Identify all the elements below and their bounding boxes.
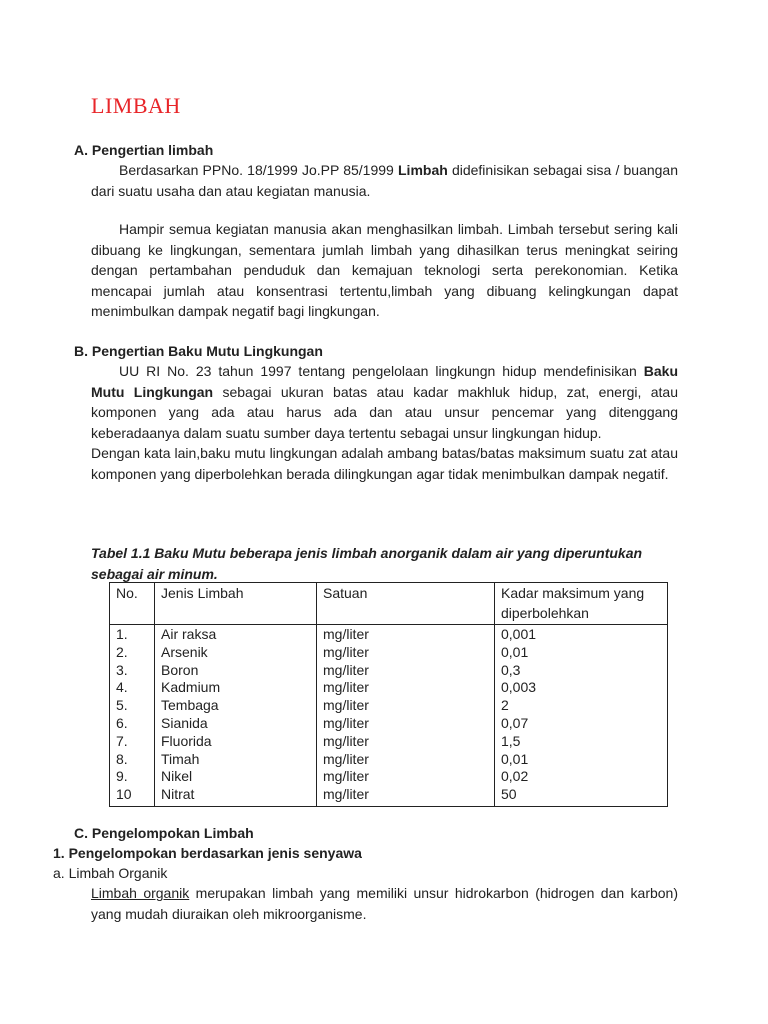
cell-no: 10 (110, 786, 155, 806)
cell-kadar: 0,02 (495, 768, 668, 786)
cell-kadar: 2 (495, 697, 668, 715)
header-no: No. (110, 583, 155, 625)
cell-satuan: mg/liter (317, 768, 495, 786)
cell-satuan: mg/liter (317, 786, 495, 806)
table-row (110, 768, 668, 786)
term-baku-mutu-lingkungan: Baku Mutu Lingkungan (91, 363, 678, 400)
cell-no: 6. (110, 715, 155, 733)
table-row (110, 679, 668, 697)
cell-jenis: Nitrat (155, 786, 317, 806)
cell-jenis: Tembaga (155, 697, 317, 715)
cell-no: 5. (110, 697, 155, 715)
section-c-p1-text: merupakan limbah yang memiliki unsur hidrokarbon (hidrogen dan karbon) yang mudah diuraikan oleh mikroorganisme. (91, 885, 678, 922)
cell-satuan: mg/liter (317, 679, 495, 697)
header-satuan: Satuan (317, 583, 495, 625)
section-c-body (91, 883, 678, 924)
cell-no: 2. (110, 644, 155, 662)
section-a-p1-text: Berdasarkan PPNo. 18/1999 Jo.PP 85/1999 (119, 162, 398, 178)
term-limbah: Limbah (398, 162, 448, 178)
cell-satuan: mg/liter (317, 733, 495, 751)
section-a-body (91, 160, 678, 201)
cell-jenis: Nikel (155, 768, 317, 786)
table-row (110, 733, 668, 751)
term-limbah-organik: Limbah organik (91, 885, 190, 901)
cell-kadar: 0,01 (495, 644, 668, 662)
header-jenis-limbah: Jenis Limbah (155, 583, 317, 625)
cell-jenis: Sianida (155, 715, 317, 733)
cell-kadar: 1,5 (495, 733, 668, 751)
baku-mutu-table (109, 582, 668, 807)
table-row (110, 697, 668, 715)
heading-section-a: A. Pengertian limbah (74, 142, 214, 158)
heading-section-b: B. Pengertian Baku Mutu Lingkungan (74, 343, 323, 359)
cell-jenis: Kadmium (155, 679, 317, 697)
document-title: LIMBAH (91, 93, 181, 118)
section-a-body-2 (91, 219, 678, 322)
table-row (110, 625, 668, 644)
cell-satuan: mg/liter (317, 697, 495, 715)
heading-subsection-1: 1. Pengelompokan berdasarkan jenis senyawa (53, 845, 362, 861)
section-b-paragraph-2: Dengan kata lain,baku mutu lingkungan adalah ambang batas/batas maksimum suatu zat atau komponen yang diperbolehkan berada dilingkungan agar tidak menimbulkan dampak negatif. (91, 445, 678, 482)
cell-kadar: 0,07 (495, 715, 668, 733)
cell-kadar: 50 (495, 786, 668, 806)
cell-no: 8. (110, 751, 155, 769)
cell-satuan: mg/liter (317, 625, 495, 644)
table-row (110, 644, 668, 662)
section-a-p1-text-end: didefinisikan sebagai sisa / buangan dari suatu usaha dan atau kegiatan manusia. (91, 162, 678, 199)
cell-kadar: 0,01 (495, 751, 668, 769)
section-a-paragraph-1 (91, 160, 678, 201)
cell-jenis: Air raksa (155, 625, 317, 644)
cell-no: 4. (110, 679, 155, 697)
cell-jenis: Timah (155, 751, 317, 769)
cell-no: 9. (110, 768, 155, 786)
section-b-p1-text: UU RI No. 23 tahun 1997 tentang pengelolaan lingkungn hidup mendefinisikan (119, 363, 644, 379)
cell-satuan: mg/liter (317, 715, 495, 733)
cell-kadar: 0,001 (495, 625, 668, 644)
cell-kadar: 0,003 (495, 679, 668, 697)
section-a-paragraph-2: Hampir semua kegiatan manusia akan menghasilkan limbah. Limbah tersebut sering kali dibuang ke lingkungan, sementara jumlah limbah yang dihasilkan terus meningkat seiring dengan pertambahan penduduk dan kemajuan teknologi serta perekonomian. Ketika mencapai jumlah atau konsentrasi tertentu,limbah yang dibuang kelingkungan dapat menimbulkan dampak negatif bagi lingkungan. (91, 221, 678, 319)
heading-subsection-a: a. Limbah Organik (53, 865, 168, 881)
cell-satuan: mg/liter (317, 662, 495, 680)
header-kadar-maksimum: Kadar maksimum yang diperbolehkan (495, 583, 668, 625)
section-b-body (91, 361, 678, 484)
table-row (110, 786, 668, 806)
cell-jenis: Boron (155, 662, 317, 680)
table-header-row (110, 583, 668, 625)
heading-section-c: C. Pengelompokan Limbah (74, 825, 254, 841)
cell-no: 1. (110, 625, 155, 644)
cell-jenis: Fluorida (155, 733, 317, 751)
cell-no: 7. (110, 733, 155, 751)
cell-kadar: 0,3 (495, 662, 668, 680)
cell-satuan: mg/liter (317, 644, 495, 662)
cell-jenis: Arsenik (155, 644, 317, 662)
cell-satuan: mg/liter (317, 751, 495, 769)
table-row (110, 662, 668, 680)
table-caption: Tabel 1.1 Baku Mutu beberapa jenis limbah anorganik dalam air yang diperuntukan sebagai air minum. (91, 545, 643, 582)
cell-no: 3. (110, 662, 155, 680)
table-row (110, 751, 668, 769)
section-b-p1-text-end: sebagai ukuran batas atau kadar makhluk hidup, zat, energi, atau komponen yang ada atau harus ada dan atau unsur pencemar yang ditenggang keberadaanya dalam suatu sumber daya tertentu sebagai unsur lingkungan hidup. (91, 383, 678, 441)
section-b-paragraph-1 (91, 361, 678, 443)
section-c-paragraph-1 (91, 883, 678, 924)
table-row (110, 715, 668, 733)
